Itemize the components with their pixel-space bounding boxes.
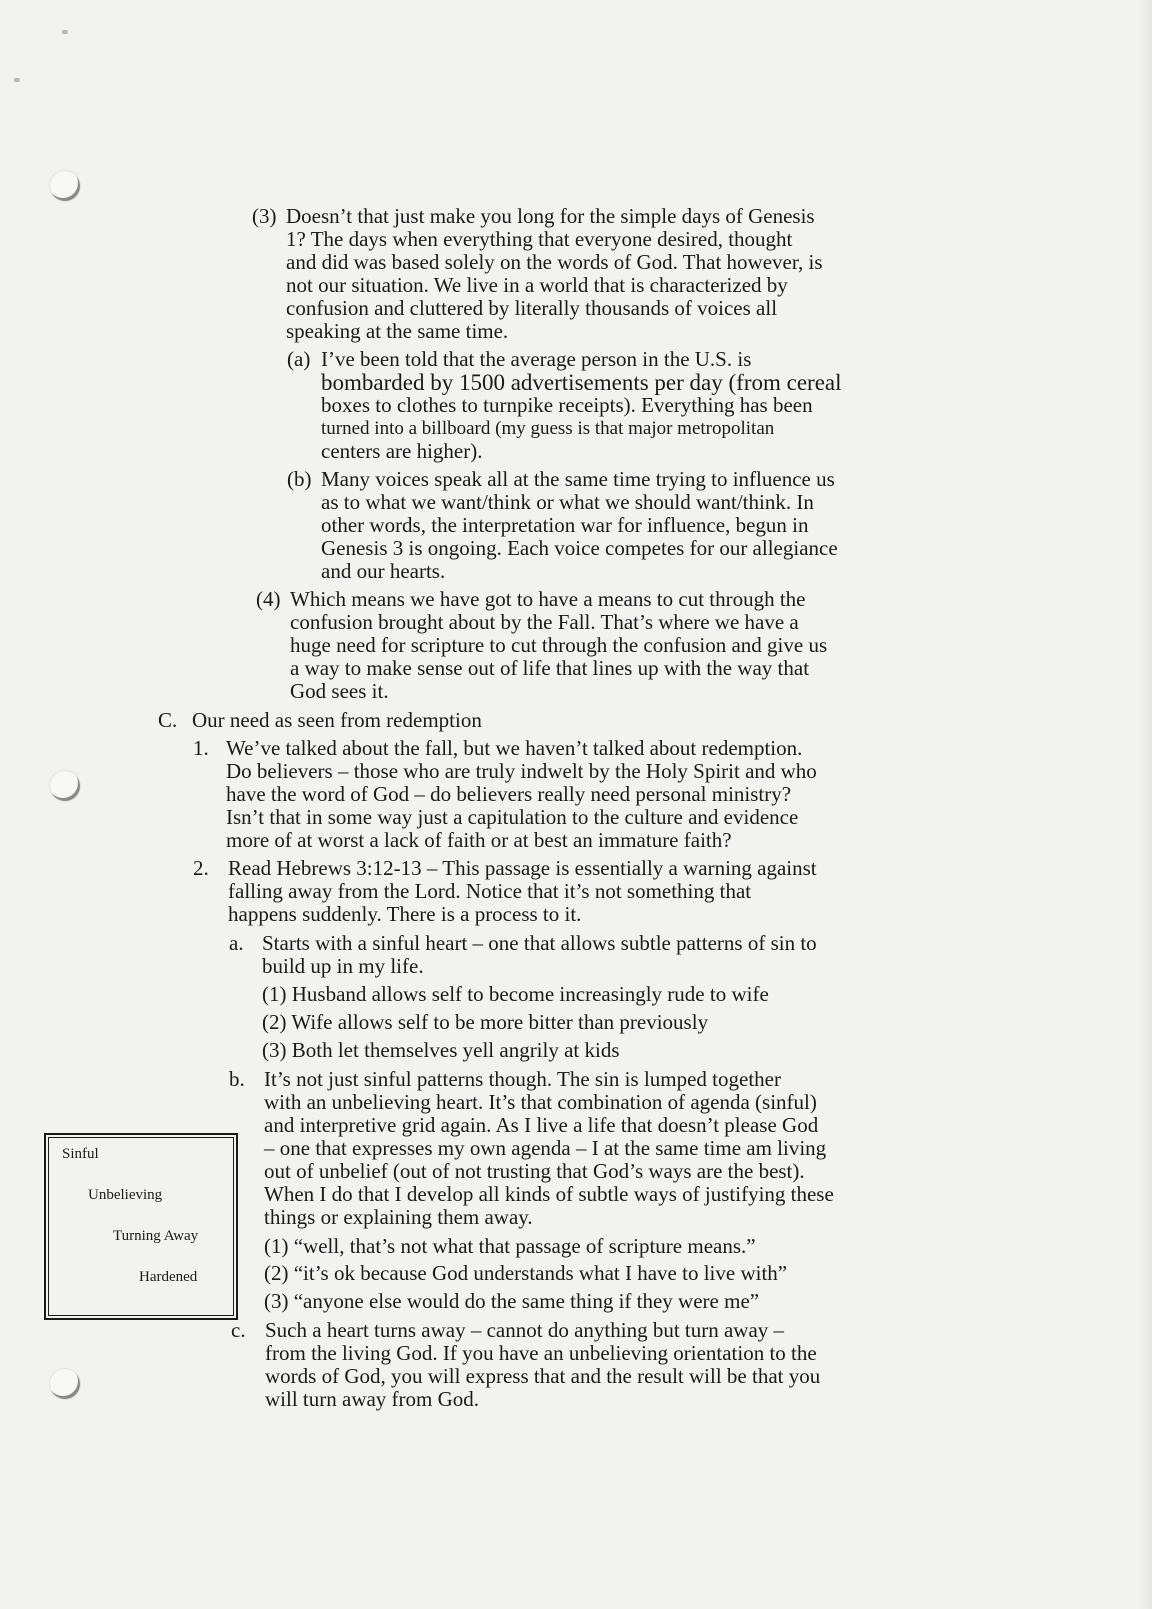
- box-word-hardened: Hardened: [139, 1269, 198, 1285]
- item-3a-line: I’ve been told that the average person in the U.S. is: [321, 347, 752, 371]
- item-3a-line: turned into a billboard (my guess is that major metropolitan: [321, 418, 775, 439]
- c2c-line: from the living God. If you have an unbelieving orientation to the: [265, 1341, 817, 1365]
- item-3a-line: bombarded by 1500 advertisements per day (from cereal: [321, 370, 842, 395]
- c2c-line: words of God, you will express that and the result will be that you: [265, 1364, 821, 1388]
- c2-line: Read Hebrews 3:12-13 – This passage is essentially a warning against: [228, 856, 817, 880]
- c2-line: falling away from the Lord. Notice that it’s not something that: [228, 879, 752, 903]
- c2a-line: Starts with a sinful heart – one that allows subtle patterns of sin to: [262, 931, 817, 955]
- c1-line: Isn’t that in some way just a capitulation to the culture and evidence: [226, 805, 799, 829]
- item-3b-line: Genesis 3 is ongoing. Each voice competes for our allegiance: [321, 536, 838, 560]
- item-4-line: God sees it.: [290, 679, 389, 703]
- c2b-line: with an unbelieving heart. It’s that combination of agenda (sinful): [264, 1090, 817, 1114]
- item-3b-line: and our hearts.: [321, 559, 446, 583]
- progression-box: [44, 1133, 238, 1320]
- c2b-line: things or explaining them away.: [264, 1205, 533, 1229]
- item-4-line: a way to make sense out of life that lines up with the way that: [290, 656, 810, 680]
- c2a-line: build up in my life.: [262, 954, 424, 978]
- item-3-line: and did was based solely on the words of God. That however, is: [286, 250, 823, 274]
- item-3b-line: other words, the interpretation war for influence, begun in: [321, 513, 809, 537]
- item-3b-line: Many voices speak all at the same time trying to influence us: [321, 467, 835, 491]
- c2b-line: When I do that I develop all kinds of subtle ways of justifying these: [264, 1182, 834, 1206]
- section-c-label: C.: [158, 708, 178, 732]
- box-word-turning-away: Turning Away: [113, 1228, 199, 1244]
- c2b-subitem: (3) “anyone else would do the same thing if they were me”: [264, 1289, 760, 1313]
- item-3-line: speaking at the same time.: [286, 319, 509, 343]
- c2b-line: and interpretive grid again. As I live a life that doesn’t please God: [264, 1113, 819, 1137]
- box-word-sinful: Sinful: [62, 1146, 99, 1162]
- item-4-label: (4): [256, 587, 281, 611]
- c2a-subitem: (3) Both let themselves yell angrily at kids: [262, 1038, 620, 1062]
- item-3b-line: as to what we want/think or what we should want/think. In: [321, 490, 814, 514]
- item-3-label: (3): [252, 204, 277, 228]
- c1-line: Do believers – those who are truly indwelt by the Holy Spirit and who: [226, 759, 817, 783]
- c2c-line: Such a heart turns away – cannot do anything but turn away –: [265, 1318, 785, 1342]
- item-3a-line: boxes to clothes to turnpike receipts). Everything has been: [321, 393, 813, 417]
- c2a-subitem: (2) Wife allows self to be more bitter than previously: [262, 1010, 709, 1034]
- item-4-line: confusion brought about by the Fall. That’s where we have a: [290, 610, 799, 634]
- section-c-heading: Our need as seen from redemption: [192, 708, 482, 732]
- c2-label: 2.: [193, 856, 209, 880]
- c1-line: We’ve talked about the fall, but we haven’t talked about redemption.: [226, 736, 803, 760]
- c2c-label: c.: [231, 1318, 246, 1342]
- c2b-subitem: (1) “well, that’s not what that passage of scripture means.”: [264, 1234, 756, 1258]
- item-4-line: Which means we have got to have a means to cut through the: [290, 587, 806, 611]
- c1-label: 1.: [193, 736, 209, 760]
- item-3-line: confusion and cluttered by literally thousands of voices all: [286, 296, 778, 320]
- c2a-label: a.: [229, 931, 244, 955]
- punch-hole-middle: [50, 771, 80, 801]
- punch-hole-bottom: [50, 1369, 80, 1399]
- c2b-line: It’s not just sinful patterns though. The sin is lumped together: [264, 1067, 781, 1091]
- page-edge-shadow: [1138, 0, 1152, 1609]
- c2b-line: – one that expresses my own agenda – I at the same time am living: [264, 1136, 827, 1160]
- scan-speck: [62, 30, 68, 34]
- punch-hole-top: [50, 171, 80, 201]
- item-4-line: huge need for scripture to cut through the confusion and give us: [290, 633, 828, 657]
- c2a-subitem: (1) Husband allows self to become increasingly rude to wife: [262, 982, 769, 1006]
- box-word-unbelieving: Unbelieving: [88, 1187, 163, 1203]
- item-3-line: 1? The days when everything that everyone desired, thought: [286, 227, 793, 251]
- item-3a-label: (a): [287, 347, 311, 371]
- c2b-label: b.: [229, 1067, 245, 1091]
- c2b-subitem: (2) “it’s ok because God understands what I have to live with”: [264, 1261, 788, 1285]
- c2-line: happens suddenly. There is a process to it.: [228, 902, 582, 926]
- c1-line: more of at worst a lack of faith or at best an immature faith?: [226, 828, 732, 852]
- c1-line: have the word of God – do believers really need personal ministry?: [226, 782, 792, 806]
- scan-speck: [14, 78, 20, 82]
- item-3-line: Doesn’t that just make you long for the simple days of Genesis: [286, 204, 815, 228]
- c2c-line: will turn away from God.: [265, 1387, 480, 1411]
- c2b-line: out of unbelief (out of not trusting that God’s ways are the best).: [264, 1159, 805, 1183]
- item-3-line: not our situation. We live in a world that is characterized by: [286, 273, 788, 297]
- item-3b-label: (b): [287, 467, 312, 491]
- item-3a-line: centers are higher).: [321, 439, 483, 463]
